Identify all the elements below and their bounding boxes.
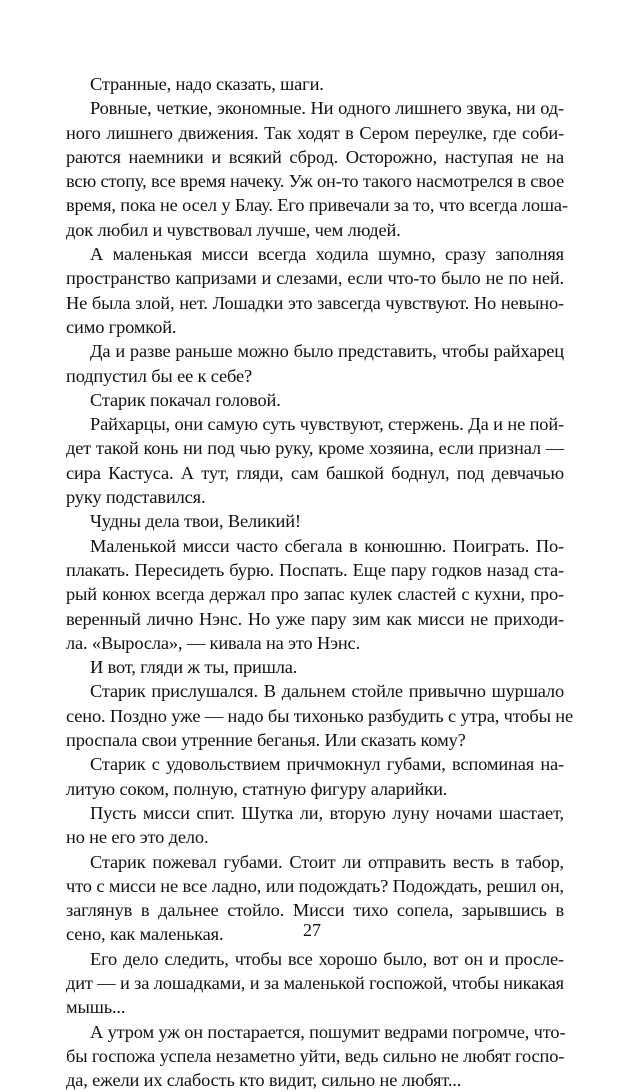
text-line: литую соком, полную, статную фигуру аларийки.	[66, 778, 448, 799]
text-line: рый конюх всегда держал про запас кулек сластей с кухни, про-	[66, 584, 564, 605]
text-line: плакать. Пересидеть бурю. Поспать. Еще пару годков назад ста-	[66, 559, 564, 580]
text-line: сира Кастуса. А тут, гляди, сам башкой боднул, под девчачью	[66, 462, 564, 483]
paragraph-first-line: Его дело следить, чтобы все хорошо было, вот он и прослe-	[90, 948, 564, 969]
paragraph-first-line: Странные, надо сказать, шаги.	[90, 74, 324, 94]
paragraph-first-line: А утром уж он постарается, пошумит ведрами погромче, что-	[90, 1021, 566, 1042]
text-line: раются наемники и всякий сброд. Осторожно, наступая не на	[66, 146, 564, 167]
text-line: да, ежели их слабость кто видит, сильно не любят...	[66, 1070, 462, 1091]
text-line: проспала свои утренние беганья. Или сказать кому?	[66, 730, 466, 751]
text-line: что с мисси не все ладно, или подождать? Подождать, решил он,	[66, 875, 564, 896]
text-line: мышь...	[66, 997, 126, 1018]
paragraph-first-line: Чудны дела твои, Великий!	[90, 511, 301, 532]
paragraph-first-line: Да и разве раньше можно было представить, чтобы райхарец	[90, 341, 564, 362]
text-line: всю стопу, все время начеку. Уж он-то такого насмотрелся в свое	[66, 171, 564, 192]
text-line: но не его это дело.	[66, 827, 209, 848]
text-line: руку подставился.	[66, 487, 206, 508]
paragraph-first-line: Старик пожевал губами. Стоит ли отправить весть в табор,	[90, 851, 564, 872]
text-line: сено. Поздно уже — надо бы тихонько разбудить с утра, чтобы не	[66, 705, 573, 726]
text-line: подпустил бы ее к себе?	[66, 365, 253, 386]
text-line: симо громкой.	[66, 316, 177, 337]
text-line: Не была злой, нет. Лошадки это завсегда чувствуют. Но невыно-	[66, 292, 564, 313]
page-number: 27	[303, 920, 321, 940]
text-line: дит — и за лошадками, и за маленькой госпожой, чтобы никакая	[66, 972, 564, 993]
paragraph-first-line: Ровные, четкие, экономные. Ни одного лишнего звука, ни од-	[90, 98, 564, 119]
text-line: док любил и чувствовал лучше, чем людей.	[66, 219, 401, 240]
paragraph-first-line: И вот, гляди ж ты, пришла.	[90, 657, 298, 678]
text-line: ного лишнего движения. Так ходят в Сером переулке, где соби-	[66, 122, 564, 143]
text-line: заглянув в дальнее стойло. Мисси тихо сопела, зарывшись в	[66, 900, 564, 921]
text-line: дет такой конь ни под чью руку, кроме хозяина, если признал —	[66, 438, 564, 459]
paragraph-first-line: Старик покачал головой.	[90, 389, 281, 410]
text-line: сено, как маленькая.	[66, 924, 224, 945]
paragraph-first-line: А маленькая мисси всегда ходила шумно, сразу заполняя	[90, 244, 564, 265]
paragraph-first-line: Райхарцы, они самую суть чувствуют, стержень. Да и не пой-	[90, 414, 564, 435]
text-line: ла. «Выросла», — кивала на это Нэнс.	[66, 632, 361, 653]
paragraph-first-line: Старик с удовольствием причмокнул губами, вспоминая на-	[90, 754, 564, 775]
text-line: пространство капризами и слезами, если что-то было не по ней.	[66, 268, 564, 289]
paragraph-first-line: Маленькой мисси часто сбегала в конюшню. Поиграть. По-	[90, 535, 564, 556]
text-line: веренный лично Нэнс. Но уже пару зим как мисси не приходи-	[66, 608, 564, 629]
paragraph-first-line: Пусть мисси спит. Шутка ли, вторую луну ночами шастает,	[90, 802, 564, 823]
paragraph-first-line: Старик прислушался. В дальнем стойле привычно шуршало	[90, 681, 564, 702]
text-line: время, пока не осел у Блау. Его привечали за то, что всегда лоша-	[66, 195, 568, 216]
text-line: бы госпожа успела незаметно уйти, ведь сильно не любят госпо-	[66, 1045, 565, 1066]
